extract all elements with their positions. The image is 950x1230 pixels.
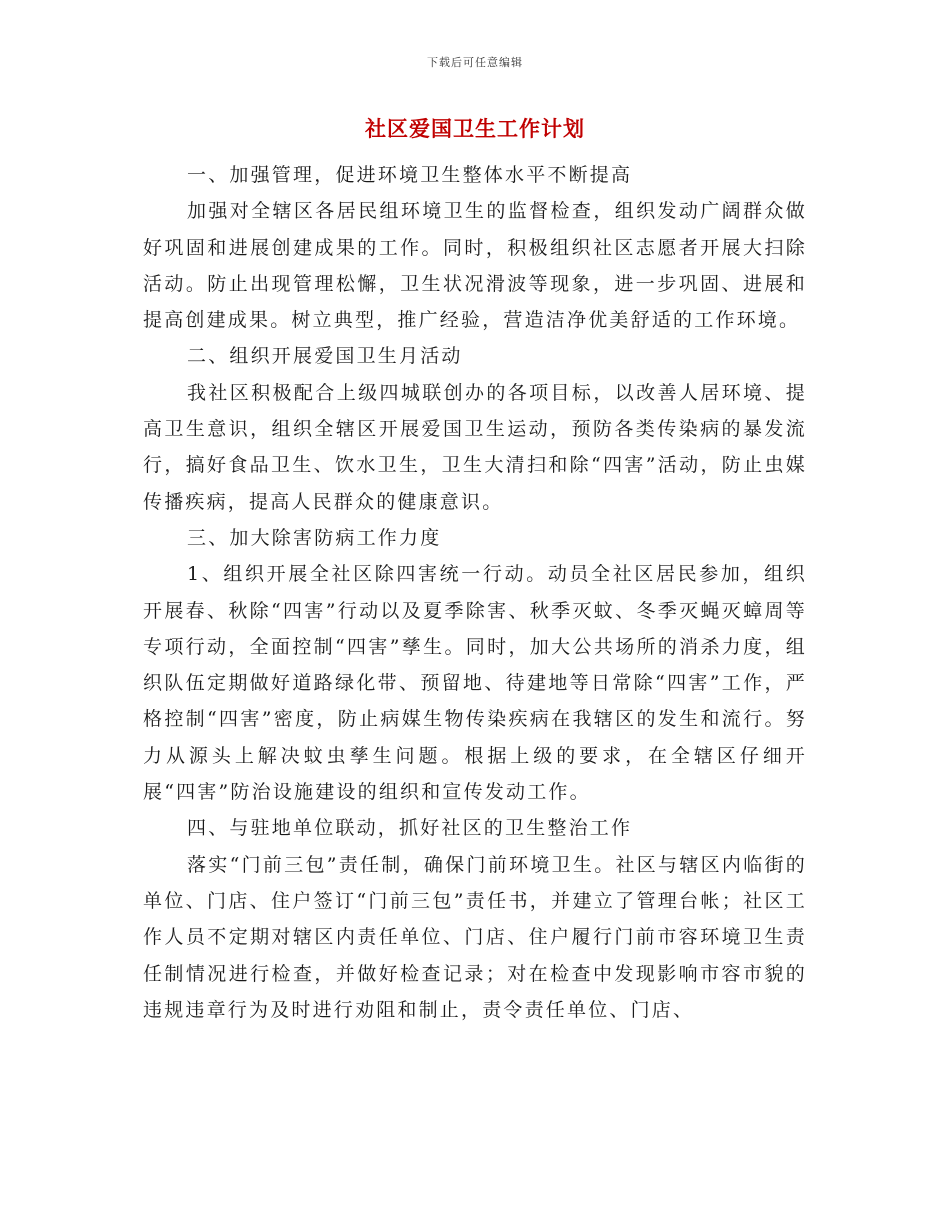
paragraph: 1、组织开展全社区除四害统一行动。动员全社区居民参加，组织开展春、秋除“四害”行动以及夏季除害、秋季灭蚊、冬季灭蝇灭蟑周等专项行动，全面控制“四害”孳生。同时，加大公共场所的消杀力度，组织队伍定期做好道路绿化带、预留地、待建地等日常除“四害”工作，严格控制“四害”密度，防止病媒生物传染疾病在我辖区的发生和流行。努力从源头上解决蚊虫孳生问题。根据上级的要求，在全辖区仔细开展“四害”防治设施建设的组织和宣传发动工作。 (143, 563, 807, 804)
header-note: 下载后可任意编辑 (427, 56, 523, 69)
document-body (143, 157, 807, 1028)
paragraph: 我社区积极配合上级四城联创办的各项目标，以改善人居环境、提高卫生意识，组织全辖区开展爱国卫生运动，预防各类传染病的暴发流行，搞好食品卫生、饮水卫生，卫生大清扫和除“四害”活动，防止虫媒传播疾病，提高人民群众的健康意识。 (143, 381, 807, 513)
paragraph: 加强对全辖区各居民组环境卫生的监督检查，组织发动广阔群众做好巩固和进展创建成果的工作。同时，积极组织社区志愿者开展大扫除活动。防止出现管理松懈，卫生状况滑波等现象，进一步巩固、进展和提高创建成果。树立典型，推广经验，营造洁净优美舒适的工作环境。 (143, 200, 807, 332)
section-heading-3: 三、加大除害防病工作力度 (187, 526, 442, 549)
section-heading-2: 二、组织开展爱国卫生月活动 (187, 345, 463, 368)
section-heading-4: 四、与驻地单位联动，抓好社区的卫生整治工作 (187, 817, 633, 840)
document-title: 社区爱国卫生工作计划 (365, 116, 585, 141)
paragraph: 落实“门前三包”责任制，确保门前环境卫生。社区与辖区内临街的单位、门店、住户签订“门前三包”责任书，并建立了管理台帐；社区工作人员不定期对辖区内责任单位、门店、住户履行门前市容环境卫生责任制情况进行检查，并做好检查记录；对在检查中发现影响市容市貌的违规违章行为及时进行劝阻和制止，责令责任单位、门店、 (143, 853, 807, 1021)
section-heading-1: 一、加强管理，促进环境卫生整体水平不断提高 (187, 164, 633, 186)
